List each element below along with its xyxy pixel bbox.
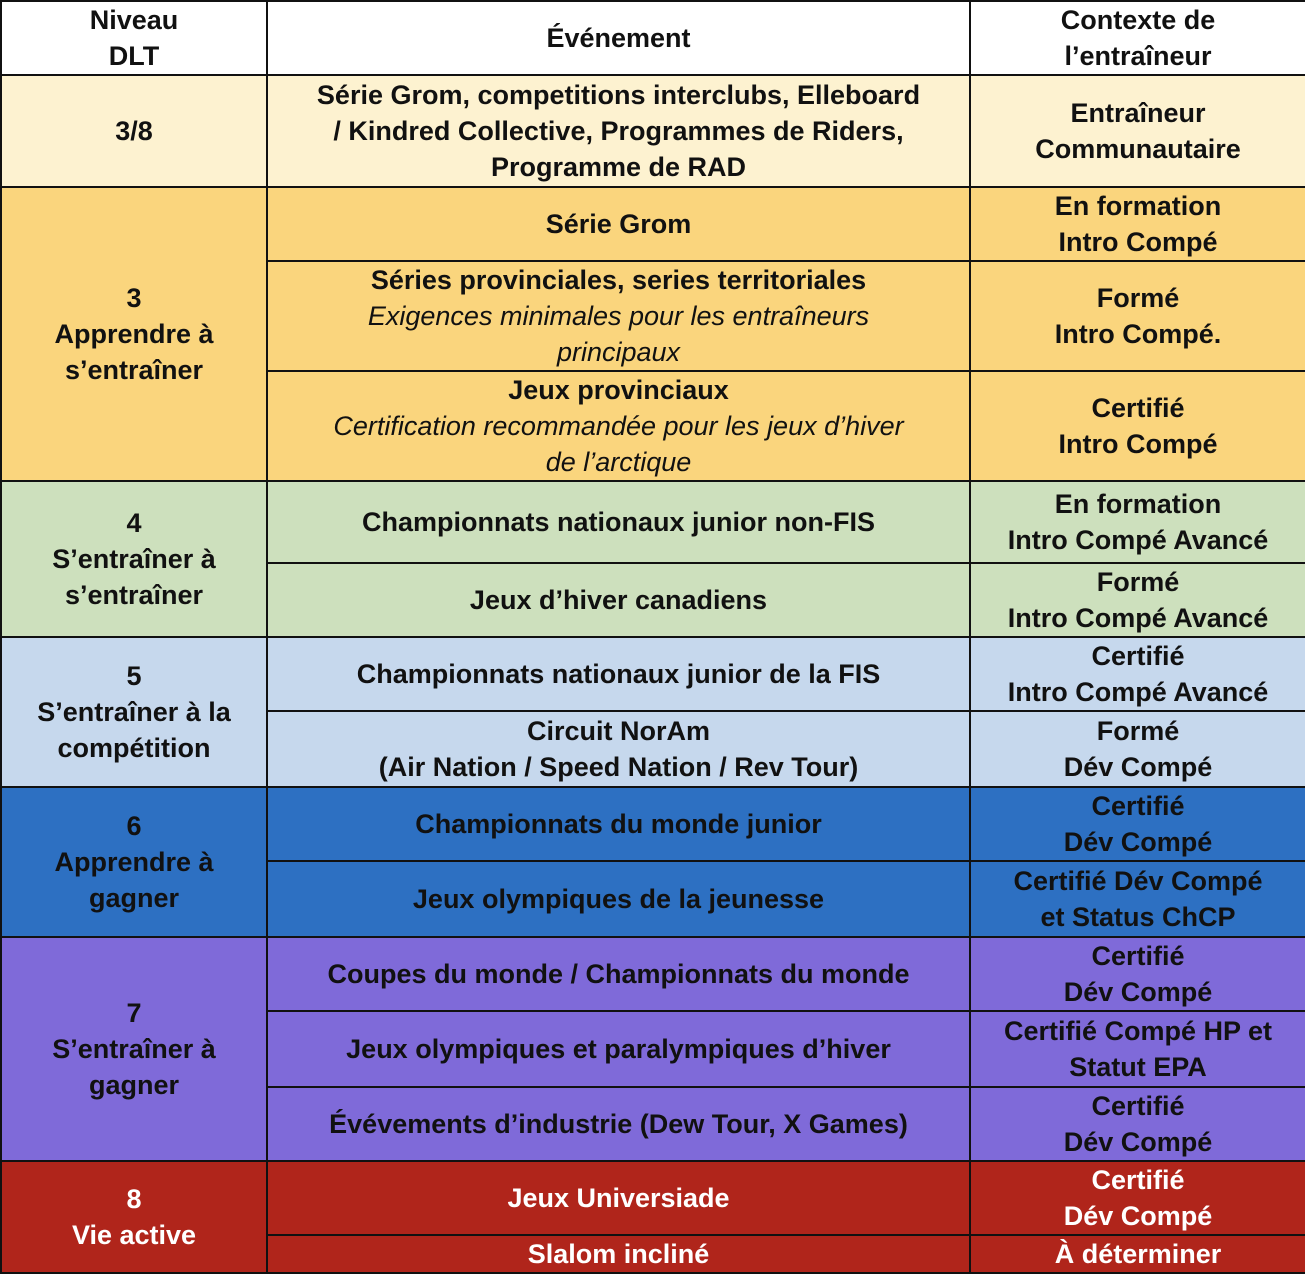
level-text: s’entraîner bbox=[64, 580, 204, 610]
level-text: 3 bbox=[126, 283, 142, 313]
table-row bbox=[1, 637, 1305, 711]
context-text: Dév Compé bbox=[1063, 1127, 1213, 1157]
table-body bbox=[1, 75, 1305, 1273]
table-row bbox=[1, 787, 1305, 861]
context-text: Intro Compé Avancé bbox=[1007, 603, 1269, 633]
event-cell bbox=[267, 481, 970, 563]
event-text: Jeux provinciaux bbox=[508, 375, 729, 405]
context-cell bbox=[970, 861, 1305, 937]
context-text: Certifié bbox=[1091, 393, 1185, 423]
context-cell bbox=[970, 937, 1305, 1011]
level-text: Apprendre à bbox=[54, 847, 214, 877]
context-text: Formé bbox=[1096, 567, 1180, 597]
context-text: Intro Compé Avancé bbox=[1007, 525, 1269, 555]
context-cell bbox=[970, 637, 1305, 711]
context-text: En formation bbox=[1054, 191, 1222, 221]
level-text: 7 bbox=[126, 998, 142, 1028]
event-text: (Air Nation / Speed Nation / Rev Tour) bbox=[378, 752, 859, 782]
context-cell bbox=[970, 371, 1305, 481]
context-cell bbox=[970, 481, 1305, 563]
table-row bbox=[1, 937, 1305, 1011]
header-context-line: Contexte de bbox=[1060, 5, 1216, 35]
context-text: Formé bbox=[1096, 283, 1180, 313]
context-text: Dév Compé bbox=[1063, 752, 1213, 782]
event-text: Série Grom bbox=[545, 209, 692, 239]
context-text: Intro Compé bbox=[1058, 227, 1218, 257]
event-text: Jeux olympiques et paralympiques d’hiver bbox=[346, 1034, 891, 1064]
header-level-line: Niveau bbox=[89, 5, 179, 35]
event-cell bbox=[267, 261, 970, 371]
event-cell bbox=[267, 187, 970, 261]
context-text: Certifié bbox=[1091, 641, 1185, 671]
context-text: Communautaire bbox=[1035, 134, 1241, 164]
level-cell bbox=[1, 187, 267, 481]
level-text: Apprendre à bbox=[54, 319, 214, 349]
context-text: Intro Compé. bbox=[1054, 319, 1222, 349]
table-row bbox=[1, 1161, 1305, 1235]
context-cell bbox=[970, 563, 1305, 637]
event-text: Circuit NorAm bbox=[526, 716, 710, 746]
context-text: En formation bbox=[1054, 489, 1222, 519]
header-level bbox=[1, 1, 267, 75]
context-text: Certifié Compé HP et bbox=[1003, 1016, 1273, 1046]
header-row bbox=[1, 1, 1305, 75]
event-text: Jeux Universiade bbox=[507, 1183, 730, 1213]
event-text: Jeux olympiques de la jeunesse bbox=[412, 884, 825, 914]
event-note: Exigences minimales pour les entraîneurs bbox=[367, 301, 870, 331]
event-cell bbox=[267, 861, 970, 937]
level-text: 3/8 bbox=[115, 116, 153, 146]
context-cell bbox=[970, 75, 1305, 187]
context-text: Certifié bbox=[1091, 1091, 1185, 1121]
event-text: Jeux d’hiver canadiens bbox=[469, 585, 768, 615]
level-text: S’entraîner à bbox=[52, 544, 216, 574]
event-cell bbox=[267, 371, 970, 481]
event-note: de l’arctique bbox=[545, 447, 692, 477]
level-cell bbox=[1, 1161, 267, 1273]
table-row bbox=[1, 187, 1305, 261]
level-cell bbox=[1, 481, 267, 637]
context-cell bbox=[970, 787, 1305, 861]
header-context-line: l’entraîneur bbox=[1064, 41, 1212, 71]
event-text: / Kindred Collective, Programmes de Riders, bbox=[333, 116, 904, 146]
event-note: principaux bbox=[556, 337, 681, 367]
level-text: S’entraîner à bbox=[52, 1034, 216, 1064]
context-text: Certifié bbox=[1091, 1165, 1185, 1195]
event-text: Évévements d’industrie (Dew Tour, X Games) bbox=[329, 1109, 908, 1139]
event-cell bbox=[267, 1087, 970, 1161]
level-cell bbox=[1, 787, 267, 937]
context-cell bbox=[970, 187, 1305, 261]
event-cell bbox=[267, 711, 970, 787]
event-note: Certification recommandée pour les jeux d’hiver bbox=[333, 411, 904, 441]
level-text: 8 bbox=[126, 1184, 142, 1214]
level-text: compétition bbox=[57, 733, 211, 763]
level-text: S’entraîner à la bbox=[37, 697, 231, 727]
header-event bbox=[267, 1, 970, 75]
header-event-label: Événement bbox=[546, 23, 691, 53]
level-text: s’entraîner bbox=[64, 355, 204, 385]
context-text: Entraîneur bbox=[1070, 98, 1206, 128]
event-text: Championnats nationaux junior non-FIS bbox=[362, 507, 875, 537]
context-text: À déterminer bbox=[1054, 1239, 1222, 1269]
context-text: Statut EPA bbox=[1069, 1052, 1207, 1082]
context-text: Dév Compé bbox=[1063, 1201, 1213, 1231]
context-cell bbox=[970, 261, 1305, 371]
event-text: Slalom incliné bbox=[527, 1239, 710, 1269]
event-text: Coupes du monde / Championnats du monde bbox=[327, 959, 910, 989]
context-text: Certifié Dév Compé bbox=[1013, 866, 1263, 896]
level-cell bbox=[1, 637, 267, 787]
header-context bbox=[970, 1, 1305, 75]
event-cell bbox=[267, 637, 970, 711]
header-level-line: DLT bbox=[108, 41, 160, 71]
event-text: Programme de RAD bbox=[490, 152, 747, 182]
level-cell bbox=[1, 937, 267, 1161]
event-text: Séries provinciales, series territoriales bbox=[370, 265, 867, 295]
context-cell bbox=[970, 1235, 1305, 1273]
event-cell bbox=[267, 937, 970, 1011]
context-text: Formé bbox=[1096, 716, 1180, 746]
context-text: et Status ChCP bbox=[1040, 902, 1236, 932]
context-cell bbox=[970, 711, 1305, 787]
event-text: Championnats du monde junior bbox=[415, 809, 822, 839]
level-text: Vie active bbox=[71, 1220, 197, 1250]
event-cell bbox=[267, 787, 970, 861]
event-cell bbox=[267, 75, 970, 187]
level-text: 6 bbox=[126, 811, 142, 841]
table-row bbox=[1, 481, 1305, 563]
context-text: Certifié bbox=[1091, 791, 1185, 821]
context-text: Dév Compé bbox=[1063, 977, 1213, 1007]
table-row bbox=[1, 75, 1305, 187]
level-text: gagner bbox=[88, 1070, 180, 1100]
event-cell bbox=[267, 563, 970, 637]
context-text: Certifié bbox=[1091, 941, 1185, 971]
context-cell bbox=[970, 1161, 1305, 1235]
event-cell bbox=[267, 1235, 970, 1273]
context-text: Dév Compé bbox=[1063, 827, 1213, 857]
level-cell bbox=[1, 75, 267, 187]
event-cell bbox=[267, 1011, 970, 1087]
context-text: Intro Compé bbox=[1058, 429, 1218, 459]
context-cell bbox=[970, 1087, 1305, 1161]
event-cell bbox=[267, 1161, 970, 1235]
level-text: 4 bbox=[126, 508, 142, 538]
event-text: Championnats nationaux junior de la FIS bbox=[356, 659, 881, 689]
level-text: 5 bbox=[126, 661, 142, 691]
level-text: gagner bbox=[88, 883, 180, 913]
context-text: Intro Compé Avancé bbox=[1007, 677, 1269, 707]
event-text: Série Grom, competitions interclubs, Elleboard bbox=[316, 80, 921, 110]
context-cell bbox=[970, 1011, 1305, 1087]
